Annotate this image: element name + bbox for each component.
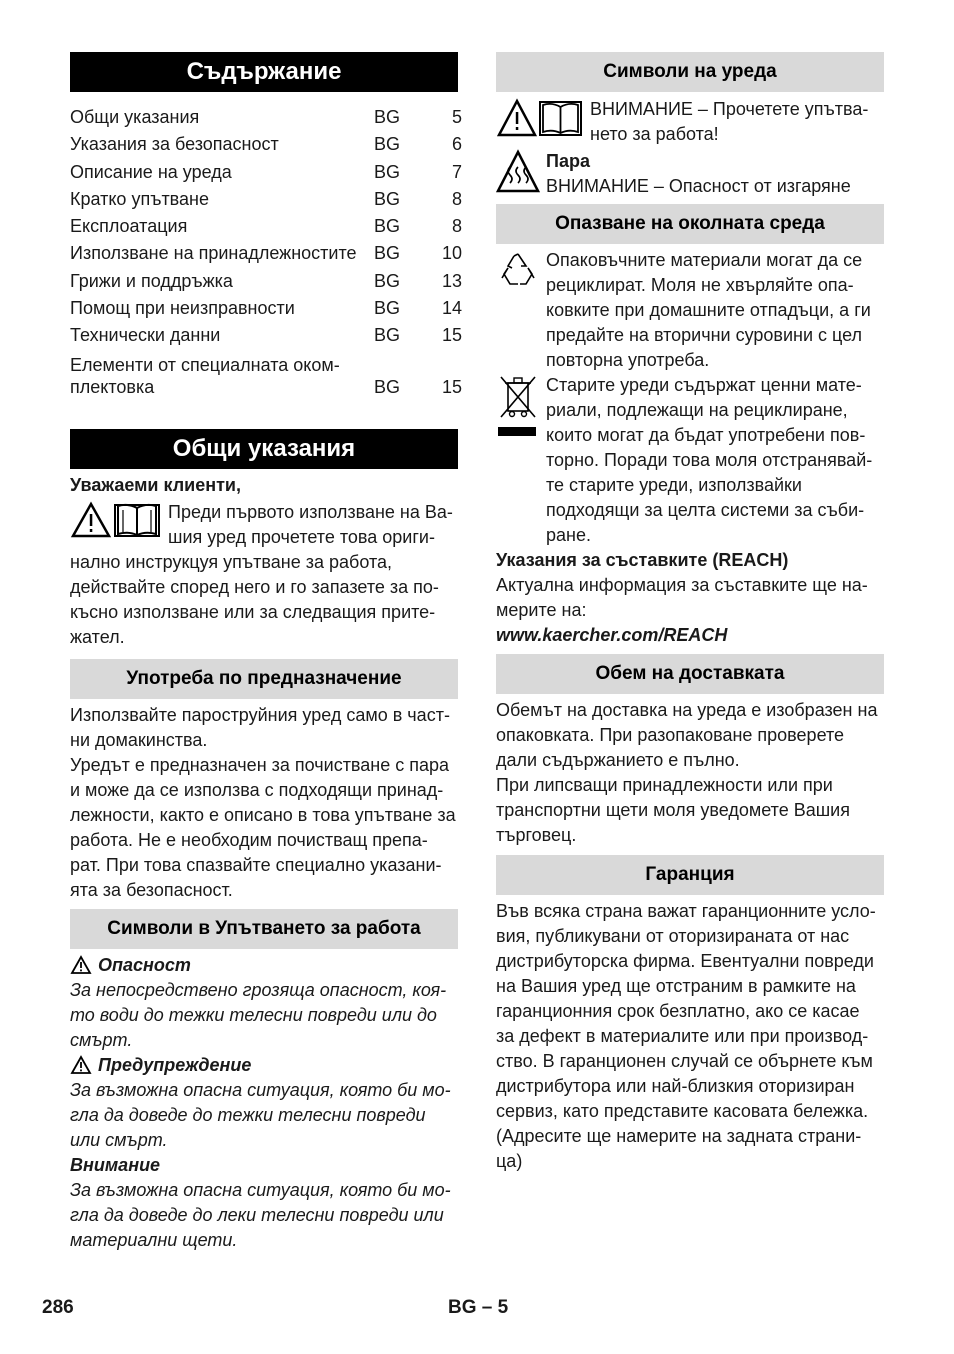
text-line: лежности, както е описано в това упътване за [70,804,456,825]
warranty-heading: Гаранция [496,855,884,895]
toc-title: Използване на принадлежностите [70,243,357,264]
text-line: При липсващи принадлежности или при [496,775,833,795]
toc-lang: BG [374,376,401,397]
toc-page: 15 [441,376,462,397]
text-line: жател. [70,626,125,647]
toc-title: Грижи и поддръжка [70,270,233,291]
left-column [70,52,462,1253]
page-number: 286 [42,1297,74,1318]
toc-lang: BG [374,298,401,319]
toc-lang: BG [374,216,401,237]
toc-entry[interactable] [70,240,462,267]
text-line: торно. Поради това моля отстранявай- [546,450,873,470]
read-manual-row [496,97,884,147]
warning-book-icon [496,97,584,139]
text-line: късно използване или за следващия прите- [70,601,436,622]
text-line: ВНИМАНИЕ – Прочетете упътва- [590,99,869,119]
steam-row [496,149,884,199]
text-line: гаранционния срок безплатно, ако се касае [496,1001,860,1021]
text-line: рат. При това спазвайте специално указани- [70,854,442,875]
text-line: ни домакинства. [70,729,208,750]
table-of-contents [70,104,462,398]
text-line: материални щети. [70,1229,238,1250]
text-line: дистрибуторска фирма. Евентуални повреди [496,951,874,971]
toc-entry[interactable] [70,159,462,186]
text-line: сервиз, като представите касовата бележка. [496,1101,869,1121]
packaging-text [546,248,871,373]
text-line: вия, публикувани от оторизираната от нас [496,926,850,946]
steam-text [546,149,851,199]
old-devices-row [496,373,884,548]
toc-entry[interactable] [70,268,462,295]
toc-entry[interactable] [70,104,462,131]
text-line: гла да доведе до тежки телесни повреди [70,1104,426,1125]
caution-label: Внимание [70,1154,161,1175]
intro-rest [70,550,458,650]
warning-triangle-icon [70,955,92,975]
text-line: ВНИМАНИЕ – Опасност от изгаряне [546,176,851,196]
text-line: Старите уреди съдържат ценни мате- [546,375,862,395]
toc-title: Технически данни [70,325,221,346]
text-line: или смърт. [70,1129,168,1150]
toc-title: Кратко упътване [70,188,210,209]
text-line: Обемът на доставка на уреда е изобразен на [496,700,878,720]
packaging-row [496,248,884,373]
toc-title: Общи указания [70,107,200,127]
intro-block [70,500,458,550]
general-heading: Общи указания [70,429,458,469]
text-line: ковките при домашните отпадъци, а ги [546,300,871,320]
delivery-heading: Обем на доставката [496,654,884,694]
symbols-manual-heading: Символи в Упътването за работа [70,909,458,949]
danger-label: Опасност [98,954,191,975]
read-manual-text [590,97,868,147]
toc-entry[interactable] [70,213,462,240]
text-line: подходящи за целта системи за съби- [546,500,865,520]
text-line: Уредът е предназначен за почистване с пара [70,754,450,775]
toc-lang: BG [374,243,401,264]
text-line: гла да доведе до леки телесни повреди или [70,1204,444,1225]
toc-title-line: Елементи от специалната оком- [70,354,340,375]
text-line: риали, подлежащи на рециклиране, [546,400,848,420]
toc-title: Експлоатация [70,216,188,237]
steam-warning-icon [496,149,540,193]
text-line: ята за безопасност. [70,879,233,900]
text-line: то води до тежки телесни повреди или до [70,1004,437,1025]
text-line: Опаковъчните материали могат да се [546,250,863,270]
text-line: ране. [546,525,591,545]
warning-triangle-icon [70,1055,92,1075]
text-line: на Вашия уред ще отстраним в рамките на [496,976,856,996]
toc-page: 15 [441,325,462,346]
device-symbols-heading: Символи на уреда [496,52,884,92]
text-line: транспортни щети моля уведомете Вашия [496,800,850,820]
toc-title: Помощ при неизправности [70,298,295,319]
weee-bin-icon [496,373,540,443]
steam-label: Пара [546,151,590,171]
toc-heading: Съдържание [70,52,458,92]
text-line: За възможна опасна ситуация, която би мо- [70,1179,451,1200]
language-page-label: BG – 5 [448,1297,509,1318]
text-line: те старите уреди, използвайки [546,475,802,495]
toc-page: 13 [441,270,462,291]
environment-heading: Опазване на околната среда [496,204,884,244]
text-line: за дефект в материалите или при производ- [496,1026,869,1046]
warning-book-icon [70,500,164,540]
toc-entry[interactable] [70,295,462,322]
text-line: търговец. [496,825,577,845]
toc-entry[interactable] [70,131,462,158]
toc-page: 7 [451,161,462,182]
right-column [496,52,884,1174]
text-line: опаковката. При разопаковане проверете [496,725,845,745]
text-line: и може да се използва с подходящи принад- [70,779,444,800]
old-devices-text [546,373,872,548]
reach-title: Указания за съставките (REACH) [496,550,789,570]
toc-page: 8 [451,188,462,209]
toc-page: 14 [441,298,462,319]
text-line: нето за работа! [590,124,719,144]
danger-line [70,953,458,978]
toc-lang: BG [374,270,401,291]
toc-entry[interactable] [70,354,462,398]
toc-title: Описание на уреда [70,161,232,182]
toc-title: Указания за безопасност [70,134,279,155]
toc-page: 6 [451,134,462,155]
text-line: предайте на вторични суровини с цел [546,325,863,345]
toc-entry[interactable] [70,186,462,213]
warranty-text [496,899,884,1174]
toc-lang: BG [374,161,401,182]
intro-side-text [168,500,453,550]
text-line: За непосредствено грозяща опасност, коя- [70,979,447,1000]
text-line: Преди първото използване на Ва- [168,501,453,522]
text-line: За възможна опасна ситуация, която би мо- [70,1079,451,1100]
text-line: Актуална информация за съставките ще на- [496,575,868,595]
text-line: смърт. [70,1029,133,1050]
text-line: действайте според него и го запазете за по- [70,576,439,597]
toc-title [70,354,374,398]
text-line: нално инструкцуя упътване за работа, [70,551,393,572]
toc-page: 8 [451,216,462,237]
intended-use-heading: Употреба по предназначение [70,659,458,699]
text-line: шия уред прочетете това ориги- [168,526,435,547]
warning-label: Предупреждение [98,1054,252,1075]
text-line: ца) [496,1151,523,1171]
text-line: повторна употреба. [546,350,710,370]
recycle-icon [496,248,540,292]
text-line: рециклират. Моля не хвърляйте опа- [546,275,854,295]
toc-lang: BG [374,325,401,346]
delivery-text [496,698,884,848]
text-line: дали съдържанието е пълно. [496,750,740,770]
warning-line [70,1053,458,1078]
intended-use-text [70,703,458,903]
toc-page: 5 [451,107,462,127]
toc-lang: BG [374,188,401,209]
text-line: (Адресите ще намерите на задната страни- [496,1126,862,1146]
text-line: които могат да бъдат употребени пов- [546,425,866,445]
toc-lang: BG [374,134,401,155]
text-line: работа. Не е необходим почистващ препа- [70,829,428,850]
toc-entry[interactable] [70,322,462,349]
toc-page: 10 [441,243,462,264]
text-line: ство. В гаранционен случай се обърнете към [496,1051,873,1071]
reach-url-link[interactable]: www.kaercher.com/REACH [496,625,728,645]
text-line: мерите на: [496,600,587,620]
text-line: Във всяка страна важат гаранционните усло- [496,901,876,921]
symbols-manual-block [70,953,458,1253]
toc-title-line: плектовка [70,376,155,397]
toc-lang: BG [374,107,401,127]
dear-customers: Уважаеми клиенти, [70,474,241,495]
text-line: дистрибутора или най-близкия оторизиран [496,1076,855,1096]
text-line: Използвайте пароструйния уред само в част- [70,704,450,725]
